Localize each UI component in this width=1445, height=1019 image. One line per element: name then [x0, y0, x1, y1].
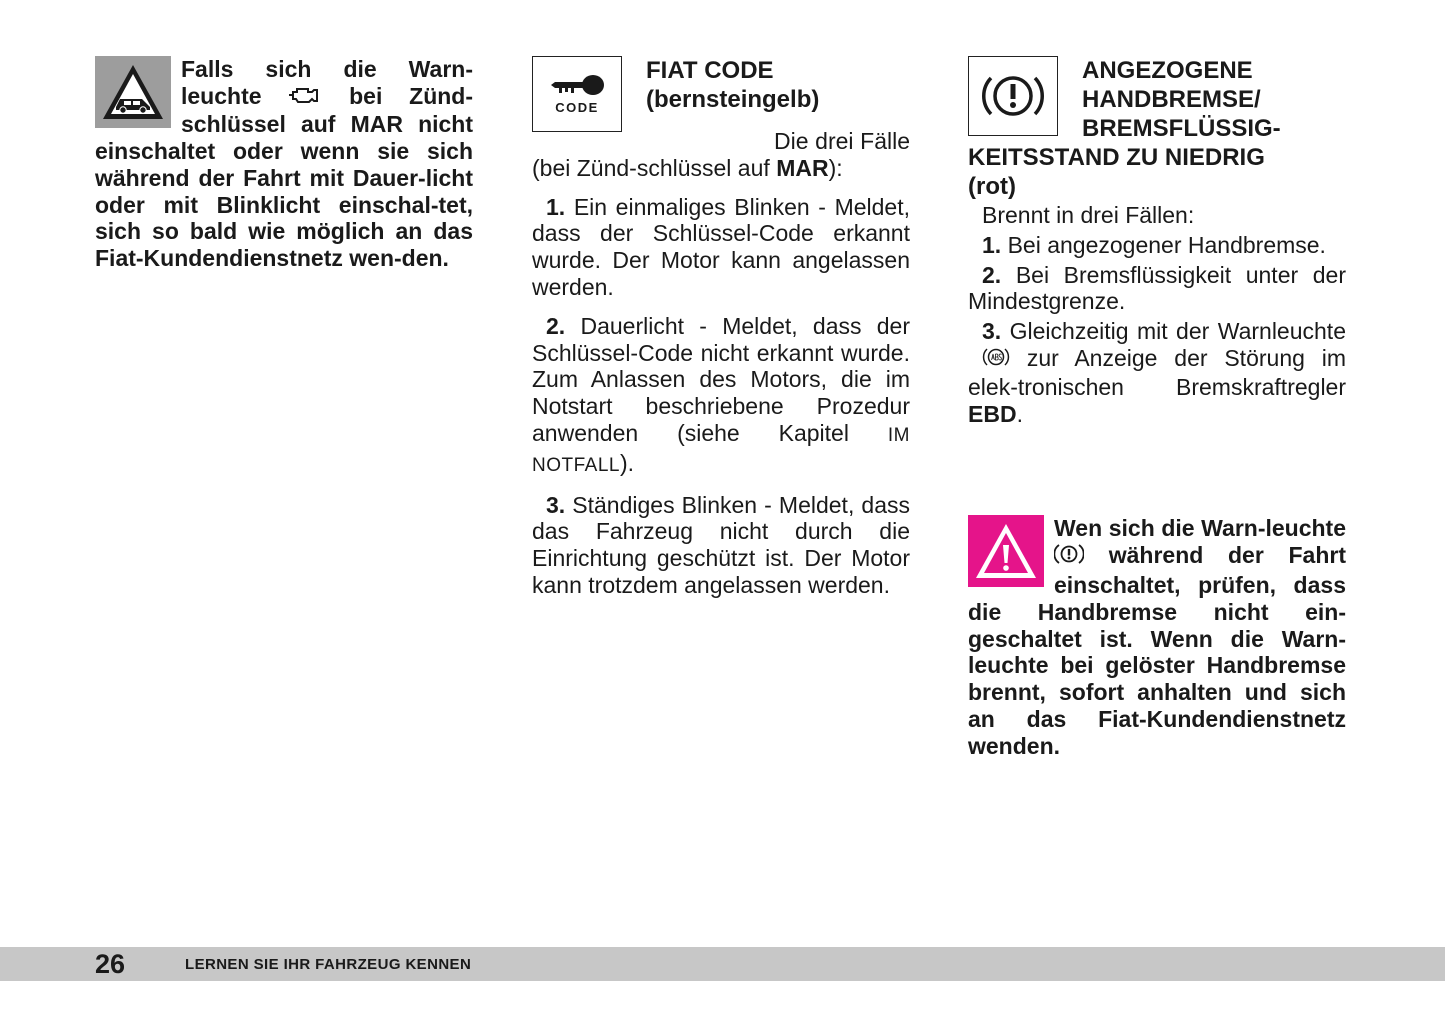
- middle-column: [532, 56, 910, 611]
- handbrake-warning-text: Wen sich die Warn-leuchte während der Fahrt einschaltet, prüfen, dass die Handbremse nicht ein-geschaltet ist. Wenn die Warn-leuchte bei gelöster Handbremse brennt, sofort anhalten und sich an das Fiat-Kundendienstnetz wenden.: [968, 515, 1346, 759]
- fiat-code-intro: Die drei Fälle (bei Zünd-schlüssel auf MAR):: [532, 128, 910, 181]
- fiat-code-heading: FIAT CODE (bernsteingelb): [646, 57, 820, 113]
- abs-icon: [968, 346, 1010, 374]
- list-item: 2. Bei Bremsflüssigkeit unter der Mindestgrenze.: [968, 261, 1347, 315]
- left-column: [95, 56, 473, 272]
- list-item: 2. Dauerlicht - Meldet, dass der Schlüssel-Code nicht erkannt wurde. Zum Anlassen des Motors, die im Notstart beschriebene Prozedur anwenden (siehe Kapitel IM NOTFALL).: [532, 312, 911, 476]
- handbrake-intro: Brennt in drei Fällen:: [982, 202, 1195, 228]
- page-number: 26: [95, 949, 126, 979]
- brake-warning-icon: [1054, 542, 1084, 572]
- engine-check-icon: [288, 84, 322, 111]
- warning-car-icon: [95, 56, 171, 128]
- list-item: 1. Bei angezogener Handbremse.: [982, 231, 1326, 258]
- key-code-icon: [532, 56, 622, 132]
- brake-warning-icon: [968, 56, 1058, 136]
- list-item: 1. Ein einmaliges Blinken - Meldet, dass der Schlüssel-Code erkannt wurde. Der Motor kann angelassen werden.: [532, 193, 910, 300]
- chapter-title: LERNEN SIE IHR FAHRZEUG KENNEN: [185, 956, 472, 973]
- handbrake-heading: ANGEZOGENE HANDBREMSE/ BREMSFLÜSSIG- KEITSSTAND ZU NIEDRIG (rot): [968, 57, 1281, 200]
- right-column: [968, 56, 1346, 760]
- warning-triangle-icon: [968, 515, 1044, 587]
- list-item: 3. Ständiges Blinken - Meldet, dass das Fahrzeug nicht durch die Einrichtung geschützt ist. Der Motor kann trotzdem angelassen werden.: [532, 491, 911, 598]
- footer-bar: [0, 947, 1445, 981]
- list-item: 3. Gleichzeitig mit der Warnleuchte zur Anzeige der Störung im elek-tronischen Bremskraftregler EBD.: [968, 318, 1346, 427]
- code-label: CODE: [555, 99, 599, 115]
- engine-warning-text: Falls sich die Warn-leuchte bei Zünd-schlüssel auf MAR nicht einschaltet oder wenn sie sich während der Fahrt mit Dauer-licht oder mit Blinklicht einschal-tet, sich so bald wie möglich an das Fiat-Kundendienstnetz wen-den.: [95, 56, 474, 272]
